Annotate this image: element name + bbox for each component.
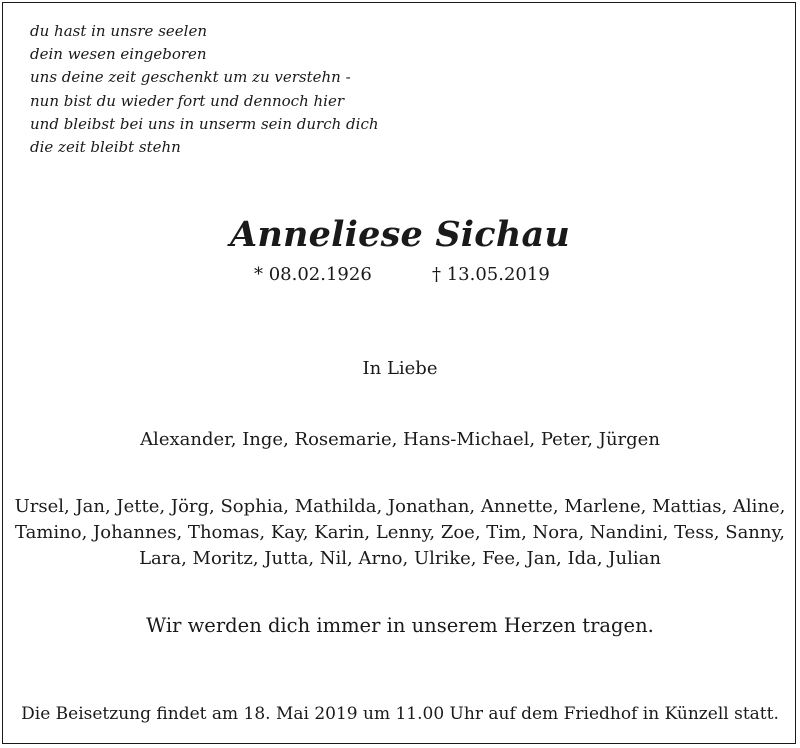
poem-line: dein wesen eingeboren (30, 45, 207, 64)
grandchildren-names (0, 494, 800, 572)
birth-date: * 08.02.1926 (254, 264, 372, 285)
deceased-name: Anneliese Sichau (230, 214, 570, 255)
in-liebe-text: In Liebe (362, 358, 438, 379)
poem-line: uns deine zeit geschenkt um zu verstehn - (30, 68, 351, 87)
names-line: Lara, Moritz, Jutta, Nil, Arno, Ulrike, Fee, Jan, Ida, Julian (139, 548, 661, 569)
poem-line: nun bist du wieder fort und dennoch hier (30, 91, 345, 110)
poem-line: du hast in unsre seelen (30, 22, 207, 40)
children-names: Alexander, Inge, Rosemarie, Hans-Michael, Peter, Jürgen (140, 429, 660, 450)
memorial-quote: Wir werden dich immer in unserem Herzen tragen. (146, 614, 654, 637)
death-date: † 13.05.2019 (432, 264, 550, 285)
poem-line: die zeit bleibt stehn (30, 138, 181, 157)
funeral-notice: Die Beisetzung findet am 18. Mai 2019 um 11.00 Uhr auf dem Friedhof in Künzell statt. (21, 704, 779, 724)
poem-line: und bleibst bei uns in unserm sein durch dich (30, 114, 379, 133)
names-line: Tamino, Johannes, Thomas, Kay, Karin, Lenny, Zoe, Tim, Nora, Nandini, Tess, Sanny, (15, 522, 785, 543)
names-line: Ursel, Jan, Jette, Jörg, Sophia, Mathilda, Jonathan, Annette, Marlene, Mattias, Aline, (14, 496, 786, 517)
poem (30, 20, 379, 159)
